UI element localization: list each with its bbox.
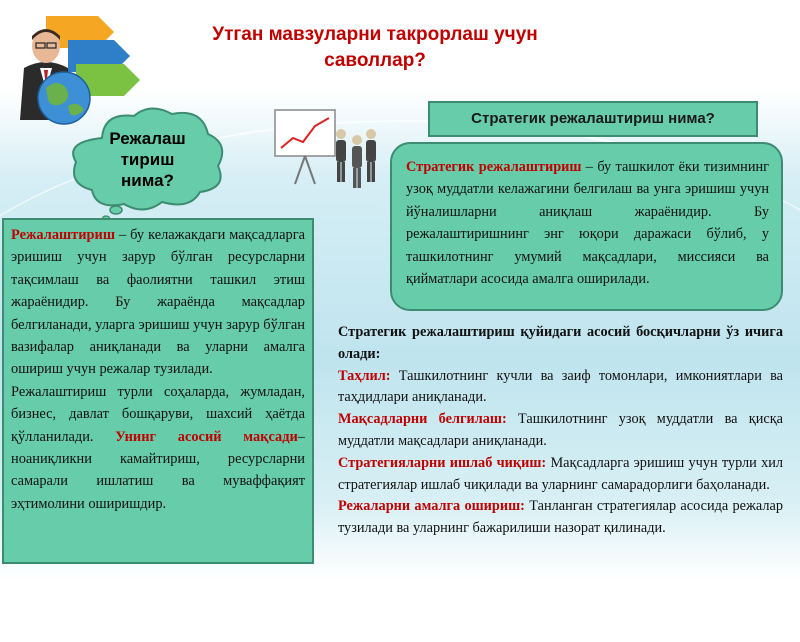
- cloud-line-1: Режалаш: [109, 129, 186, 148]
- planning-usage-paragraph: [11, 381, 305, 515]
- strategic-planning-definition-box: [390, 142, 783, 311]
- title-line-1: Утган мавзуларни такрорлаш учун: [212, 24, 538, 45]
- title-line-2: саволлар?: [324, 50, 426, 71]
- stage-text: Ташкилотнинг кучли ва заиф томонлари, имкониятлари ва таҳдидлари аниқланади.: [338, 367, 783, 406]
- planning-definition-text: – бу келажакдаги мақсадларга эришиш учун зарур бўлган ресурсларни тақсимлаш ва фаолиятни ташкил этиш жараёнидир. Бу жараёнда мақсадлар белгиланади, уларга эришиш учун зарур бўлган вазифалар аниқланади ва уларни амалга ошириш учун режалар тузилади.: [11, 227, 305, 378]
- planning-definition-box: [2, 218, 314, 564]
- planning-goal-text: –ноаниқликни камайтириш, ресурсларни самарали ишлатиш ва муваффақият эҳтимолини оширишдир.: [11, 428, 305, 512]
- stage-item: [338, 409, 783, 453]
- stage-item: [338, 366, 783, 410]
- planning-definition-paragraph: [11, 224, 305, 381]
- strategic-planning-definition-text: – бу ташкилот ёки тизимнинг узоқ муддатли келажагини белгилаш ва унга эришиш учун йўналишларни аниқлаш жараёнидир. Бу режалаштиришнинг энг юқори даражаси бўлиб, у ташкилотнинг умумий мақсадлари, миссияси ва қийматлари асосида амалга оширилади.: [406, 159, 769, 288]
- stage-label: Стратегияларни ишлаб чиқиш:: [338, 454, 547, 471]
- presentation-meeting-icon: [265, 104, 385, 204]
- strategic-planning-term: Стратегик режалаштириш: [406, 159, 582, 175]
- stage-text: Мақсадларга эришиш учун турли хил стратегиялар ишлаб чиқилади ва уларнинг самарадорлиги баҳоланади.: [338, 454, 784, 493]
- stages-intro: Стратегик режалаштириш қуйидаги асосий босқичларни ўз ичига олади:: [338, 324, 783, 362]
- stage-item: [338, 453, 783, 497]
- stage-label: Таҳлил:: [338, 367, 391, 384]
- stage-label: Мақсадларни белгилаш:: [338, 411, 507, 428]
- stage-text: Танланган стратегиялар асосида режалар тузилади ва уларнинг бажарилиши назорат қилинади.: [338, 498, 783, 537]
- cloud-line-3: нима?: [121, 171, 174, 190]
- planning-usage-text: Режалаштириш турли соҳаларда, жумладан, бизнес, давлат бошқаруви, шахсий ҳаётда қўлланилади.: [11, 383, 305, 445]
- page-title: [165, 22, 585, 74]
- stage-text: Ташкилотнинг узоқ муддатли ва қисқа муддатли мақсадлари аниқланади.: [338, 411, 783, 449]
- stage-label: Режаларни амалга ошириш:: [338, 498, 525, 515]
- stage-item: [338, 496, 783, 540]
- planning-term: Режалаштириш: [11, 227, 115, 243]
- strategic-planning-header: Стратегик режалаштириш нима?: [428, 101, 758, 137]
- cloud-question: [100, 128, 195, 191]
- planning-goal-term: Унинг асосий мақсади: [115, 428, 298, 445]
- cloud-line-2: тириш: [120, 150, 175, 169]
- strategic-stages-section: [338, 322, 783, 540]
